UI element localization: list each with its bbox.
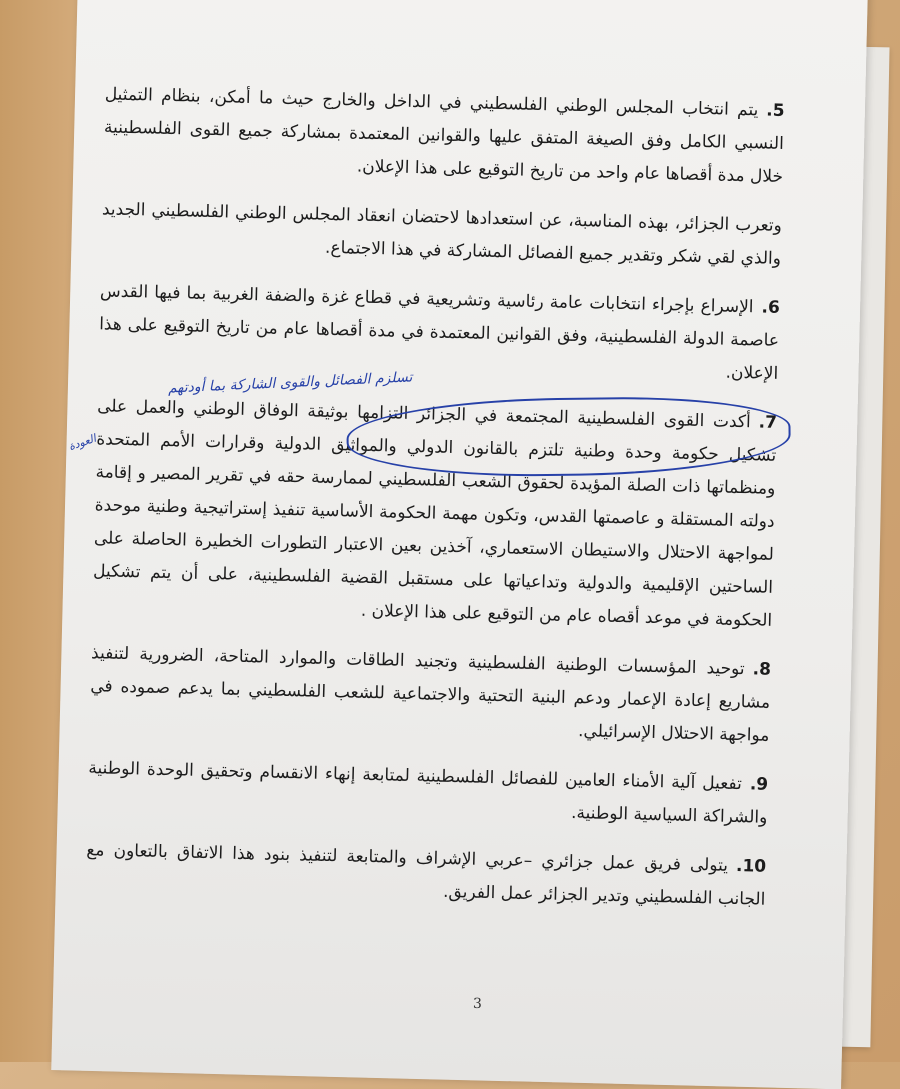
item-text: تفعيل آلية الأمناء العامين للفصائل الفلسطينية لمتابعة إنهاء الانقسام وتحقيق الوحدة الوطنية والشراكة السياسية الوطنية.	[88, 758, 768, 828]
page-number: 3	[472, 995, 483, 1013]
paragraph: وتعرب الجزائر، بهذه المناسبة، عن استعدادها لاحتضان انعقاد المجلس الوطني الفلسطيني الجديد والذي لقي شكر وتقدير جميع الفصائل المشاركة في هذا الاجتماع.	[101, 199, 783, 269]
paragraph	[103, 78, 785, 194]
list-item-8	[89, 637, 771, 753]
list-item-5	[101, 78, 785, 276]
item-number: 5.	[766, 100, 785, 121]
item-number: 8.	[752, 659, 772, 680]
item-text: توحيد المؤسسات الوطنية الفلسطينية وتجنيد الطاقات والموارد المتاحة، الضرورية لتنفيذ مشاريع إعادة الإعمار ودعم البنية التحتية والاجتماعية للشعب الفلسطيني بما يدعم صموده في مواجهة الاحتلال الإسرائيلي.	[90, 643, 771, 746]
paragraph	[89, 637, 771, 753]
document-body	[66, 78, 785, 932]
item-number: 10.	[735, 856, 767, 877]
item-number: 9.	[749, 774, 769, 795]
list-item-7	[66, 369, 778, 638]
list-item-10	[85, 834, 766, 917]
handwritten-annotation: العودة	[66, 431, 98, 454]
item-number: 6.	[761, 297, 781, 318]
item-number: 7.	[758, 412, 778, 433]
item-text: يتم انتخاب المجلس الوطني الفلسطيني في الداخل والخارج حيث ما أمكن، بنظام التمثيل النسبي الكامل وفق الصيغة المتفق عليها والقوانين المعتمدة بمشاركة جميع القوى الفلسطينية خلال مدة أقصاها عام واحد من تاريخ التوقيع على هذا الإعلان.	[103, 84, 785, 187]
list-item-9	[87, 752, 768, 835]
item-text: يتولى فريق عمل جزائري –عربي الإشراف والمتابعة لتنفيذ بنود هذا الاتفاق بالتعاون مع الجانب الفلسطيني وتدير الجزائر عمل الفريق.	[86, 840, 766, 910]
item-text: الإسراع بإجراء انتخابات عامة رئاسية وتشريعية في قطاع غزة والضفة الغربية بما فيها القدس عاصمة الدولة الفلسطينية، وفق القوانين المعتمدة في مدة أقصاها عام من تاريخ التوقيع على هذا الإعلان.	[98, 281, 780, 384]
paragraph	[87, 752, 768, 835]
handwritten-annotation: تسلزم الفصائل والقوى الشاركة بما أودتهم	[167, 369, 413, 397]
paragraph	[85, 834, 766, 917]
item-text: أكدت القوى الفلسطينية المجتمعة في الجزائر التزامها بوثيقة الوفاق الوطني والعمل على تشكيل حكومة وحدة وطنية تلتزم بالقانون الدولي والمواثيق الدولية وقرارات الأمم المتحدة ومنظماتها ذات الصلة المؤيدة لحقوق الشعب الفلسطيني لممارسة حقه في تقرير المصير و إقامة دولته المستقلة و عاصمتها القدس، وتكون مهمة الحكومة الأساسية تنفيذ إستراتيجية وطنية موحدة لمواجهة الاحتلال والاستيطان الاستعماري، آخذين بعين الاعتبار التطورات الخطيرة الحاصلة على الساحتين الإقليمية والدولية وتداعياتها على مستقبل القضية الفلسطينية، على أن يتم تشكيل الحكومة في موعد أقصاه عام من التوقيع على هذا الإعلان .	[92, 396, 777, 631]
